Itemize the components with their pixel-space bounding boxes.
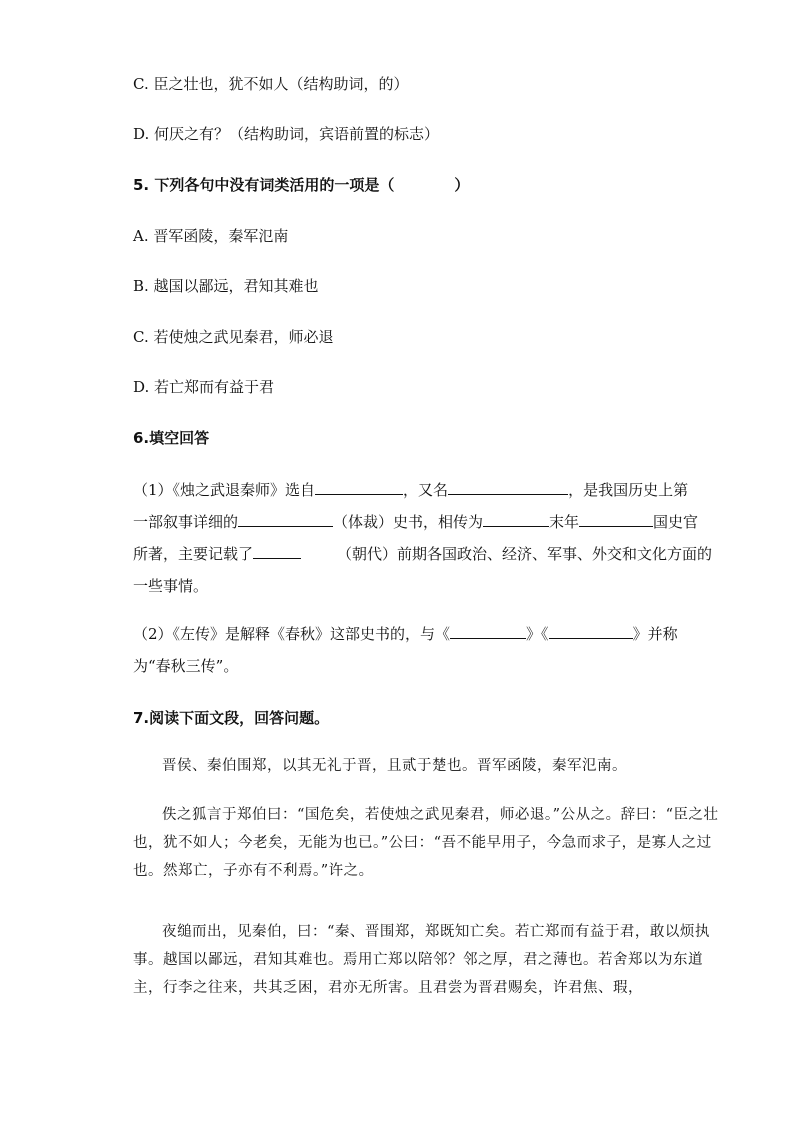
fill-blank[interactable] <box>238 510 333 527</box>
q6-part2 <box>133 618 728 682</box>
fill-blank[interactable] <box>549 622 633 639</box>
q7-passage-para-3 <box>133 918 728 1002</box>
q6-p1-text-3: ，是我国历史上第 <box>568 481 689 499</box>
q6-p2-text-3: 》并称 <box>632 625 678 643</box>
fill-blank[interactable] <box>579 510 653 527</box>
fill-blank[interactable] <box>483 510 549 527</box>
q7-passage-para-1 <box>133 752 728 780</box>
q5-option-d: D. 若亡郑而有益于君 <box>133 378 275 396</box>
q5-option-c: C. 若使烛之武见秦君，师必退 <box>133 328 334 346</box>
q6-stem: 6.填空回答 <box>133 429 210 447</box>
q6-p1-text-7: 国史官 <box>653 513 699 531</box>
passage-text: 夜缒而出，见秦伯，曰：“秦、晋围郑，郑既知亡矣。若亡郑而有益于君，敢以烦执事。越国以鄙远，君知其难也。焉用亡郑以陪邻？邻之厚，君之薄也。若舍郑以为东道主，行李之往来，共其乏困，君亦无所害。且君尝为晋君赐矣，许君焦、瑕， <box>133 924 710 996</box>
q6-p1-text-8: 所著，主要记载了 <box>133 545 254 563</box>
q5-option-a: A. 晋军函陵，秦军氾南 <box>133 227 289 245</box>
q5-stem: 5. 下列各句中没有词类活用的一项是（ ） <box>133 176 470 194</box>
q6-p2-text-1: （2）《左传》是解释《春秋》这部史书的，与《 <box>133 625 451 643</box>
fill-blank[interactable] <box>448 478 568 495</box>
q5-option-b: B. 越国以鄙远，君知其难也 <box>133 277 319 295</box>
q7-passage-para-2 <box>133 801 728 885</box>
q6-p1-text-10: 一些事情。 <box>133 577 209 595</box>
q4-option-c: C. 臣之壮也，犹不如人（结构助词，的） <box>133 75 409 93</box>
q7-stem: 7.阅读下面文段，回答问题。 <box>133 709 330 727</box>
fill-blank[interactable] <box>253 542 301 559</box>
fill-blank[interactable] <box>450 622 526 639</box>
q6-p2-text-2: 》《 <box>526 625 549 643</box>
q6-p1-text-9: （朝代）前期各国政治、经济、军事、外交和文化方面的 <box>337 545 713 563</box>
q6-p1-text-2: ，又名 <box>403 481 449 499</box>
passage-text: 佚之狐言于郑伯曰：“国危矣，若使烛之武见秦君，师必退。”公从之。辞曰：“臣之壮也，犹不如人；今老矣，无能为也已。”公曰：“吾不能早用子，今急而求子，是寡人之过也。然郑亡，子亦有不利焉。”许之。 <box>133 807 719 879</box>
q6-p2-text-4: 为“春秋三传”。 <box>133 657 239 675</box>
q6-p1-text-5: （体裁）史书，相传为 <box>333 513 484 531</box>
q6-part1 <box>133 474 728 602</box>
q6-p1-text-1: （1）《烛之武退秦师》选自 <box>133 481 316 499</box>
q6-p1-text-4: 一部叙事详细的 <box>133 513 239 531</box>
fill-blank[interactable] <box>315 478 403 495</box>
passage-text: 晋侯、秦伯围郑，以其无礼于晋，且贰于楚也。晋军函陵，秦军氾南。 <box>162 758 627 774</box>
q4-option-d: D. 何厌之有？（结构助词，宾语前置的标志） <box>133 125 440 143</box>
q6-p1-text-6: 末年 <box>549 513 580 531</box>
